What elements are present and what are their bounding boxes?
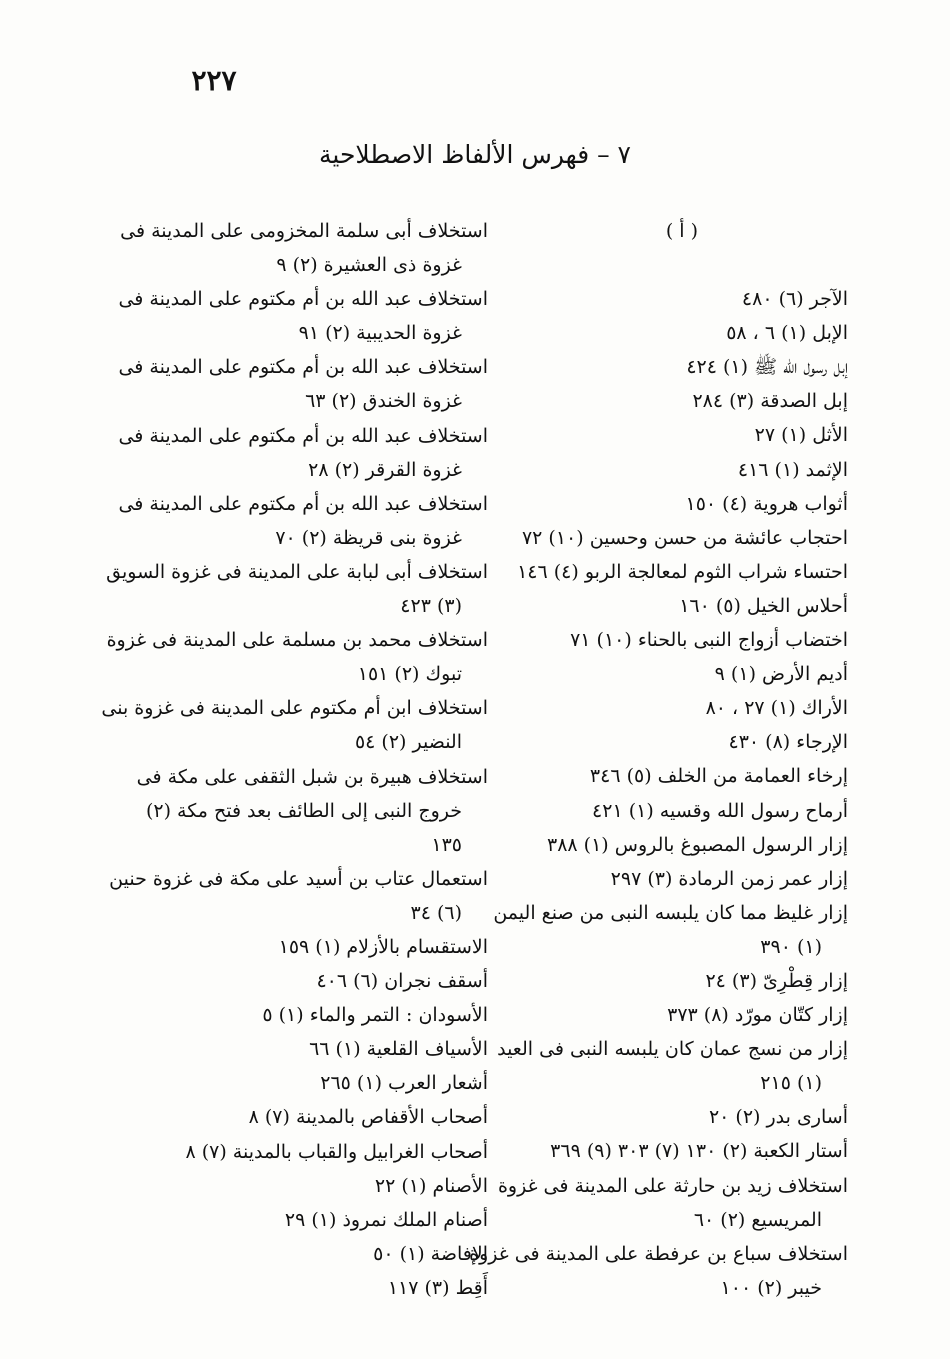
entry-line: إزار قِطْرِىّ (٣) ٢٤ (705, 969, 848, 992)
index-entry (493, 896, 848, 964)
index-entry (518, 964, 848, 998)
index-entry (148, 1032, 488, 1066)
entry-line: أصحاب الأقفاص بالمدينة (٧) ٨ (248, 1106, 488, 1129)
entry-line: أرماح رسول الله وقسيه (١) ٤٢١ (592, 799, 848, 822)
index-entry (518, 589, 848, 623)
page-number: ٢٢٧ (191, 64, 237, 97)
entry-line: أَقِط (٣) ١١٧ (387, 1276, 488, 1299)
entry-line: اختضاب أزواج النبى بالحناء (١٠) ٧١ (570, 629, 848, 652)
index-entry (136, 760, 488, 862)
entry-line: أحلاس الخيل (٥) ١٦٠ (679, 594, 848, 617)
index-entry (148, 998, 488, 1032)
entry-continuation: النضير (٢) ٥٤ (354, 731, 462, 754)
entry-line: الآجر (٦) ٤٨٠ (741, 288, 848, 311)
entry-line: استخلاف أبى لبابة على المدينة فى غزوة السويق (106, 560, 488, 583)
index-entry (148, 1169, 488, 1203)
index-entry (118, 419, 488, 487)
index-entry (518, 555, 848, 589)
entry-continuation: غزوة بنى قريظة (٢) ٧٠ (275, 526, 462, 549)
index-entry (518, 998, 848, 1032)
entry-continuation: خيبر (٢) ١٠٠ (720, 1276, 822, 1299)
index-entry (518, 794, 848, 828)
index-entry (518, 725, 848, 759)
entry-line: إزار كتّان مورّد (٨) ٣٧٣ (667, 1004, 848, 1027)
entry-line: استخلاف عبد الله بن أم مكتوم على المدينة فى (118, 492, 488, 515)
index-entry (469, 1237, 848, 1305)
index-entry (148, 930, 488, 964)
entry-line: أديم الأرض (١) ٩ (714, 663, 848, 686)
entry-line: استخلاف عبد الله بن أم مكتوم على المدينة فى (118, 356, 488, 379)
entry-line: الإفاضة (١) ٥٠ (373, 1242, 488, 1265)
entry-line: استخلاف عبد الله بن أم مكتوم على المدينة فى (118, 288, 488, 311)
index-column-left (101, 214, 488, 1305)
entry-line: إبل الصدقة (٣) ٢٨٤ (692, 390, 848, 413)
entry-line: إزار عمر زمن الرمادة (٣) ٢٩٧ (610, 867, 848, 890)
entry-continuation: المريسيع (٢) ٦٠ (693, 1208, 822, 1231)
index-entry (518, 759, 848, 793)
entry-continuation: غزوة الخندق (٢) ٦٣ (305, 390, 462, 413)
index-entry (148, 1271, 488, 1305)
index-column-right (469, 214, 848, 1305)
entry-continuation: غزوة الحديبية (٢) ٩١ (298, 322, 462, 345)
entry-line: أثواب هروية (٤) ١٥٠ (685, 492, 848, 515)
index-entry (518, 521, 848, 555)
index-entry (148, 1203, 488, 1237)
index-entry (101, 691, 488, 759)
index-entry (497, 1169, 848, 1237)
entry-continuation: تبوك (٢) ١٥١ (357, 663, 462, 686)
entry-continuation: ١٣٥ (431, 833, 462, 856)
index-entry (120, 214, 488, 282)
entry-line: استخلاف سباع بن عرفطة على المدينة فى غزوة (469, 1242, 848, 1265)
entry-line: الأراك (١) ٢٧ ، ٨٠ (705, 697, 848, 720)
entry-line: إبل رسول الله ﷺ (١) ٤٢٤ (686, 356, 848, 379)
index-entry (518, 350, 848, 384)
index-entry (497, 1032, 848, 1100)
entry-line: الأصنام (١) ٢٢ (374, 1174, 488, 1197)
index-entry (518, 282, 848, 316)
entry-line: أسارى بدر (٢) ٢٠ (708, 1106, 848, 1129)
entry-continuation: (١) ٢١٥ (760, 1072, 822, 1095)
section-heading: ( أ ) (665, 220, 698, 242)
entry-line: الأثل (١) ٢٧ (754, 424, 848, 447)
entry-line: استخلاف محمد بن مسلمة على المدينة فى غزوة (106, 629, 488, 652)
entry-line: إزار من نسج عمان كان يلبسه النبى فى العيد (497, 1038, 848, 1061)
index-entry (518, 453, 848, 487)
entry-line: استخلاف ابن أم مكتوم على المدينة فى غزوة بنى (101, 697, 488, 720)
entry-continuation: (٦) ٣٤ (410, 901, 462, 924)
index-entry (148, 1135, 488, 1169)
entry-continuation: خروج النبى إلى الطائف بعد فتح مكة (٢) (145, 799, 462, 822)
index-entry (109, 862, 488, 930)
entry-line: الأسياف القلعية (١) ٦٦ (309, 1038, 488, 1061)
entry-line: أستار الكعبة (٢) ١٣٠ (٧) ٣٠٣ (٩) ٣٦٩ (550, 1140, 848, 1163)
index-entry (518, 487, 848, 521)
entry-line: إزار الرسول المصبوغ بالروس (١) ٣٨٨ (547, 833, 848, 856)
index-entry (518, 1100, 848, 1134)
index-entry (148, 1100, 488, 1134)
index-entry (148, 1066, 488, 1100)
right-entries (469, 282, 848, 1305)
entry-line: احتجاب عائشة من حسن وحسين (١٠) ٧٢ (521, 526, 848, 549)
entry-continuation: (١) ٣٩٠ (760, 935, 822, 958)
index-entry (518, 384, 848, 418)
entry-line: الإثمد (١) ٤١٦ (737, 458, 848, 481)
page-title: ٧ – فهرس الألفاظ الاصطلاحية (319, 140, 631, 169)
entry-line: إرخاء العمامة من الخلف (٥) ٣٤٦ (589, 765, 848, 788)
entry-continuation: (٣) ٤٢٣ (400, 595, 462, 618)
index-entry (118, 282, 488, 350)
index-entry (518, 623, 848, 657)
entry-continuation: غزوة ذى العشيرة (٢) ٩ (276, 254, 462, 277)
entry-line: أصنام الملك نمروذ (١) ٢٩ (284, 1208, 488, 1231)
entry-line: أسقف نجران (٦) ٤٠٦ (316, 970, 488, 993)
index-entry (518, 418, 848, 452)
entry-line: الاستقسام بالأزلام (١) ١٥٩ (278, 935, 488, 958)
index-entry (518, 1134, 848, 1168)
index-entry (148, 964, 488, 998)
entry-line: إزار غليظ مما كان يلبسه النبى من صنع اليمن (493, 901, 848, 924)
index-entry (518, 691, 848, 725)
left-entries (101, 214, 488, 1305)
entry-line: الأسودان : التمر والماء (١) ٥ (262, 1004, 488, 1027)
entry-line: استخلاف أبى سلمة المخزومى على المدينة فى (120, 220, 488, 242)
index-entry (518, 862, 848, 896)
entry-line: الإرجاء (٨) ٤٣٠ (728, 731, 848, 754)
index-entry (148, 1237, 488, 1271)
index-entry (118, 350, 488, 418)
index-entry (518, 316, 848, 350)
entry-line: استخلاف هبيرة بن شبل الثقفى على مكة فى (136, 765, 488, 788)
entry-line: احتساء شراب الثوم لمعالجة الربو (٤) ١٤٦ (517, 560, 848, 583)
index-entry (106, 623, 488, 691)
index-entry (106, 555, 488, 623)
entry-continuation: غزوة القرقر (٢) ٢٨ (308, 458, 462, 481)
index-entry (118, 487, 488, 555)
entry-line: استخلاف عبد الله بن أم مكتوم على المدينة فى (118, 424, 488, 447)
entry-line: استخلاف زيد بن حارثة على المدينة فى غزوة (497, 1174, 848, 1197)
entry-line: أشعار العرب (١) ٢٦٥ (320, 1072, 488, 1095)
entry-line: استعمال عتاب بن أسيد على مكة فى غزوة حنين (109, 867, 488, 890)
entry-line: أصحاب الغرابيل والقباب بالمدينة (٧) ٨ (185, 1140, 488, 1163)
entry-line: الإبل (١) ٦ ، ٥٨ (726, 322, 848, 345)
index-entry (518, 657, 848, 691)
index-entry (518, 828, 848, 862)
